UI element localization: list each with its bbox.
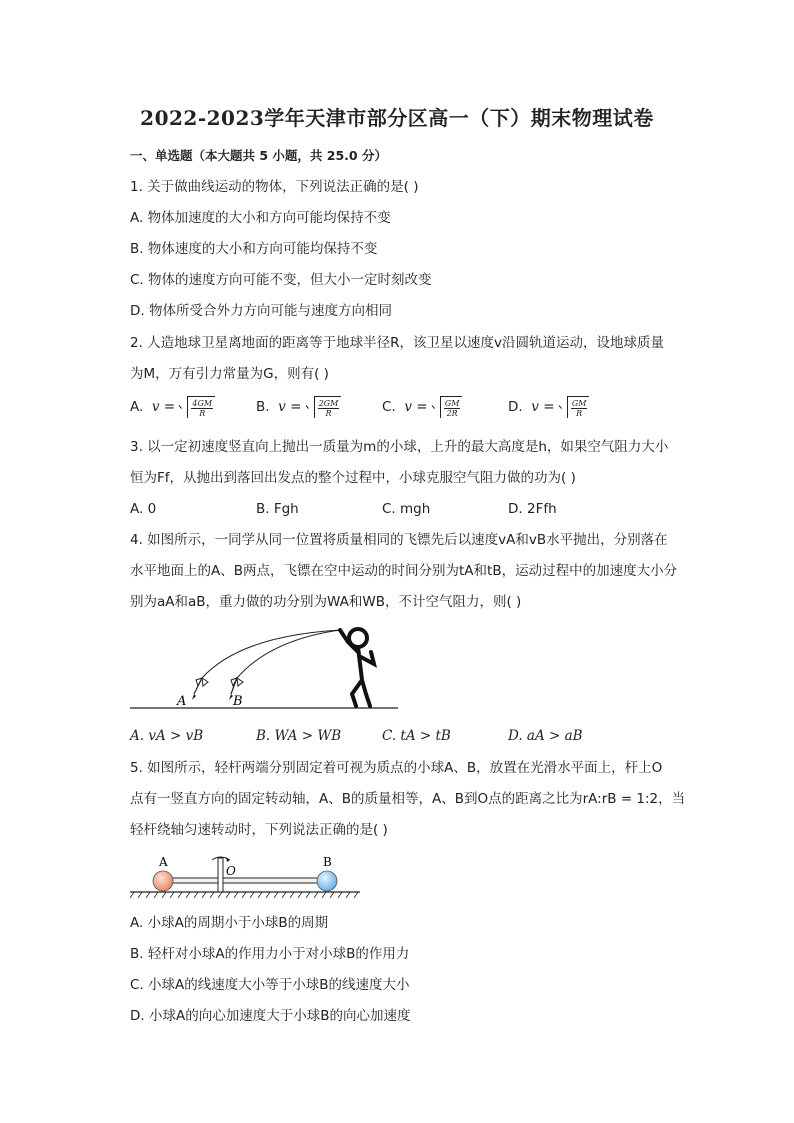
- ball-b: [317, 871, 337, 891]
- label-a: A: [177, 694, 187, 709]
- page-title: 2022-2023学年天津市部分区高一（下）期末物理试卷: [140, 106, 654, 130]
- q3-option-a: A. 0: [130, 501, 157, 517]
- q5-option-c: C. 小球A的线速度大小等于小球B的线速度大小: [130, 977, 410, 993]
- q1-stem: 1. 关于做曲线运动的物体，下列说法正确的是( ): [130, 179, 419, 195]
- q4-option-d: D. aA > aB: [508, 728, 583, 744]
- q1-option-b: B. 物体速度的大小和方向可能均保持不变: [130, 241, 378, 257]
- q4-option-a: A. vA > vB: [130, 728, 204, 744]
- q2-stem-line2: 为M，万有引力常量为G，则有( ): [130, 366, 329, 382]
- q4-figure: [130, 622, 400, 714]
- q2-option-d: D. v = $\frac{GM}{R}$: [508, 396, 589, 418]
- axis: [218, 858, 223, 892]
- q5-stem-line3: 轻杆绕轴匀速转动时，下列说法正确的是( ): [130, 822, 388, 838]
- q4-option-b: B. WA > WB: [256, 728, 342, 744]
- label-a: A: [159, 855, 168, 869]
- q3-stem-line2: 恒为Ff，从抛出到落回出发点的整个过程中，小球克服空气阻力做的功为( ): [130, 470, 576, 486]
- q3-option-d: D. 2Ffh: [508, 501, 557, 517]
- q4-option-c: C. tA > tB: [382, 728, 451, 744]
- q3-stem-line1: 3. 以一定初速度竖直向上抛出一质量为m的小球，上升的最大高度是h，如果空气阻力大小: [130, 439, 669, 455]
- q5-figure: [130, 850, 370, 902]
- section-heading: 一、单选题（本大题共 5 小题，共 25.0 分）: [130, 148, 387, 163]
- q1-option-d: D. 物体所受合外力方向可能与速度方向相同: [130, 303, 392, 319]
- trajectory-a: [202, 630, 340, 678]
- q5-option-b: B. 轻杆对小球A的作用力小于对小球B的作用力: [130, 946, 410, 962]
- q4-stem-line3: 别为aA和aB，重力做的功分别为WA和WB，不计空气阻力，则( ): [130, 594, 522, 610]
- q2-option-a: A. v = $\frac{4GM}{R}$: [130, 396, 215, 418]
- label-b: B: [323, 855, 332, 869]
- q5-option-a: A. 小球A的周期小于小球B的周期: [130, 915, 329, 931]
- q3-option-c: C. mgh: [382, 501, 431, 517]
- q3-option-b: B. Fgh: [256, 501, 299, 517]
- label-b: B: [233, 694, 243, 709]
- q1-option-c: C. 物体的速度方向可能不变，但大小一定时刻改变: [130, 272, 432, 288]
- q2-option-c: C. v = $\frac{GM}{2R}$: [382, 396, 462, 418]
- q2-stem-line1: 2. 人造地球卫星离地面的距离等于地球半径R，该卫星以速度v沿圆轨道运动，设地球质量: [130, 335, 665, 351]
- q2-option-b: B. v = $\frac{2GM}{R}$: [256, 396, 341, 418]
- q1-option-a: A. 物体加速度的大小和方向可能均保持不变: [130, 210, 391, 226]
- q5-stem-line1: 5. 如图所示，轻杆两端分别固定着可视为质点的小球A、B，放置在光滑水平面上，杆上O: [130, 760, 663, 776]
- ball-a: [153, 871, 173, 891]
- q4-stem-line2: 水平地面上的A、B两点，飞镖在空中运动的时间分别为tA和tB，运动过程中的加速度大小分: [130, 563, 678, 579]
- stick-figure-icon: [340, 629, 374, 706]
- rod: [164, 878, 326, 883]
- dart-a-icon: [192, 678, 208, 700]
- surface-hatching: [130, 892, 358, 898]
- q4-stem-line1: 4. 如图所示，一同学从同一位置将质量相同的飞镖先后以速度vA和vB水平抛出，分别落在: [130, 532, 668, 548]
- q5-stem-line2: 点有一竖直方向的固定转动轴，A、B的质量相等，A、B到O点的距离之比为rA:rB = 1:2，当: [130, 791, 686, 807]
- label-o: O: [226, 864, 236, 878]
- trajectory-b: [237, 630, 340, 678]
- q5-option-d: D. 小球A的向心加速度大于小球B的向心加速度: [130, 1008, 411, 1024]
